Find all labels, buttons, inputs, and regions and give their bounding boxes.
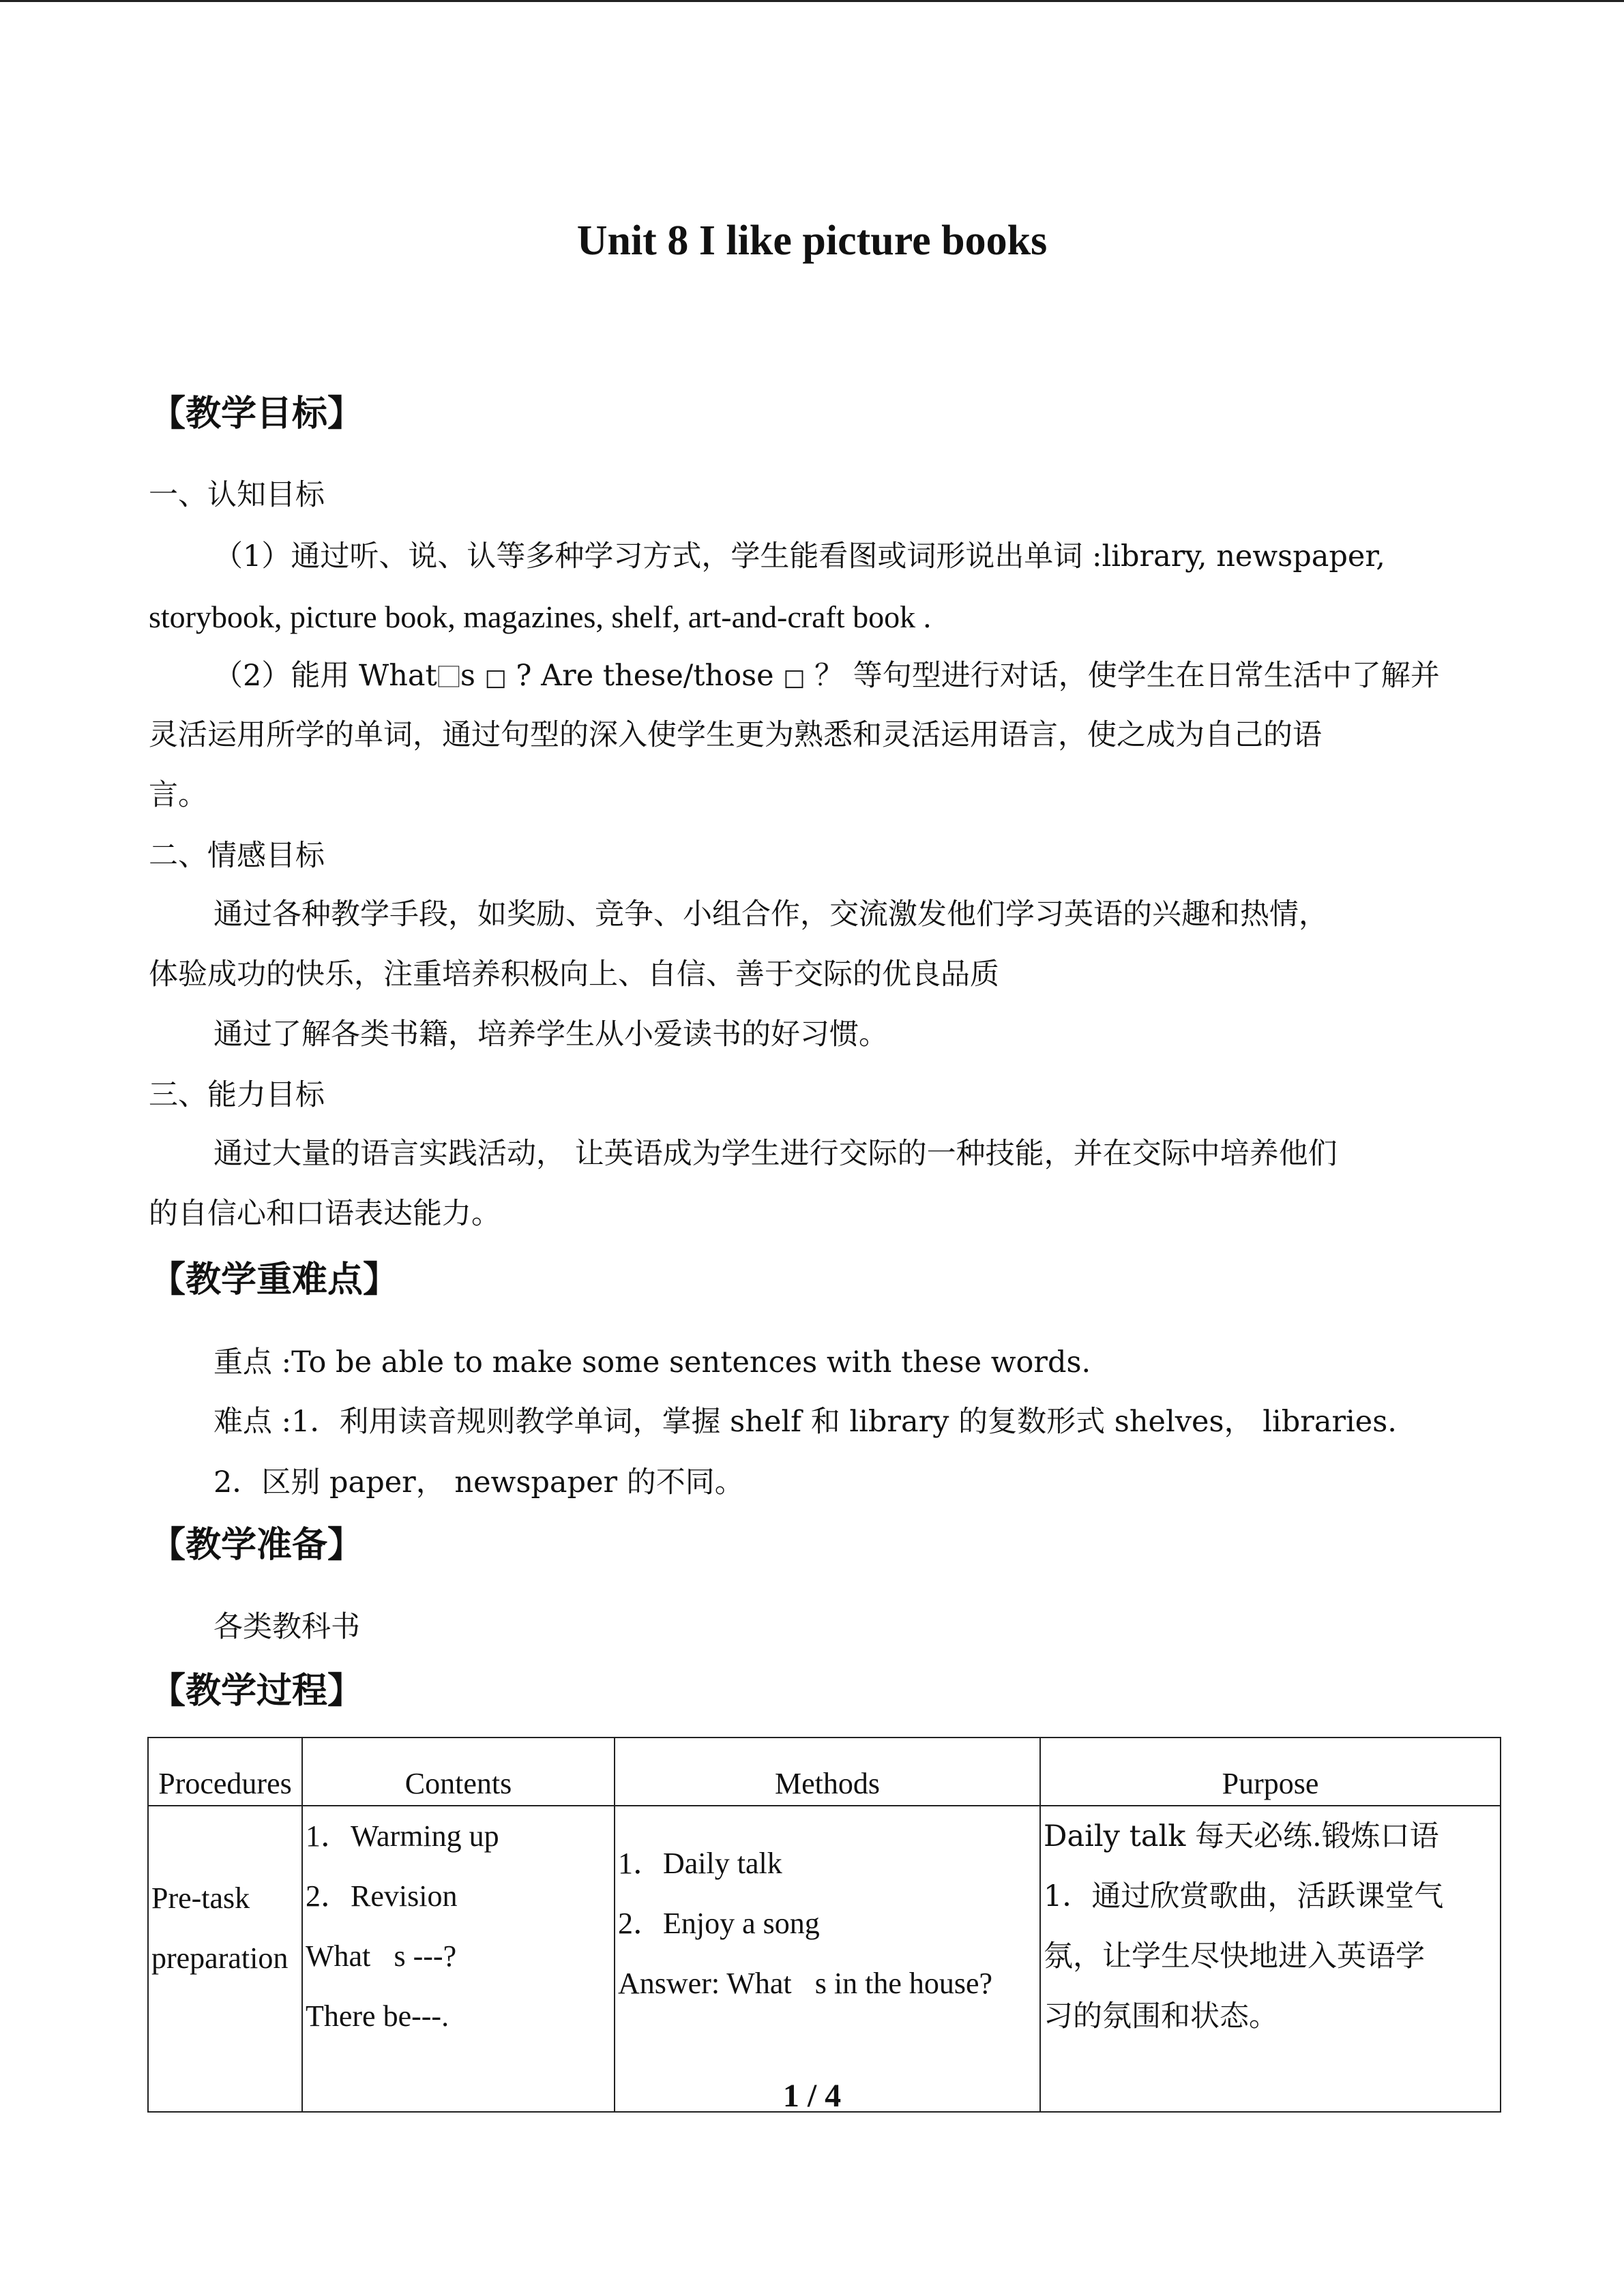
cognitive-p2-text-d: ？ 等句型进行对话，使学生在日常生活中了解并 — [805, 659, 1440, 693]
keypoint-difficulty-1: 难点 :1．利用读音规则教学单词，掌握 shelf 和 library 的复数形式 shelves， libraries. — [213, 1405, 1397, 1439]
procedure-line: Pre-task — [151, 1881, 250, 1915]
contents-line: 1．Warming up — [306, 1819, 499, 1853]
cognitive-p2-text-b: s — [460, 659, 485, 693]
cognitive-p2-text-c: ? Are these/those — [506, 659, 784, 693]
placeholder-box-glyph: ⃞ — [437, 664, 460, 691]
procedure-line: preparation — [151, 1941, 289, 1975]
document-title: Unit 8 I like picture books — [576, 218, 1048, 264]
process-heading: 【教学过程】 — [150, 1671, 364, 1712]
cognitive-heading: 一、认知目标 — [149, 478, 325, 512]
purpose-line: 1．通过欣赏歌曲，活跃课堂气 — [1044, 1879, 1444, 1913]
header-purpose: Purpose — [1040, 1738, 1501, 1806]
methods-line: 2．Enjoy a song — [618, 1907, 820, 1940]
contents-cell — [302, 1806, 615, 2112]
purpose-line: Daily talk 每天必练.锻炼口语 — [1044, 1819, 1439, 1853]
ability-heading: 三、能力目标 — [149, 1078, 325, 1112]
header-contents: Contents — [302, 1738, 615, 1806]
preparation-text: 各类教科书 — [213, 1610, 360, 1644]
table-row — [148, 1806, 1501, 2112]
methods-cell — [615, 1806, 1040, 2112]
cognitive-paragraph-2-line-2: 灵活运用所学的单词，通过句型的深入使学生更为熟悉和灵活运用语言，使之成为自己的语 — [149, 718, 1322, 752]
placeholder-box-glyph: □ — [783, 664, 806, 691]
cognitive-paragraph-2-line-3: 言。 — [149, 778, 207, 812]
placeholder-box-glyph: □ — [484, 664, 507, 691]
affective-paragraph-1-line-1: 通过各种教学手段，如奖励、竞争、小组合作，交流激发他们学习英语的兴趣和热情， — [213, 897, 1328, 931]
purpose-line: 氛，让学生尽快地进入英语学 — [1044, 1939, 1425, 1973]
keypoint-focus: 重点 :To be able to make some sentences with these words. — [213, 1345, 1091, 1380]
cognitive-paragraph-1-line-1: （1）通过听、说、认等多种学习方式，学生能看图或词形说出单词 :library, newspaper, — [213, 539, 1385, 573]
methods-line: Answer: What⃞s in the house? — [618, 1967, 993, 2000]
ability-paragraph-line-2: 的自信心和口语表达能力。 — [149, 1197, 501, 1231]
preparation-heading: 【教学准备】 — [150, 1525, 364, 1566]
teaching-process-table — [147, 1737, 1501, 2113]
keypoints-heading: 【教学重难点】 — [150, 1259, 399, 1300]
cognitive-p2-text-a: （2）能用 What — [213, 659, 437, 693]
table-header-row — [148, 1738, 1501, 1806]
contents-line: 2．Revision — [306, 1879, 458, 1913]
purpose-line: 习的氛围和状态。 — [1044, 1999, 1278, 2033]
affective-paragraph-1-line-2: 体验成功的快乐，注重培养积极向上、自信、善于交际的优良品质 — [149, 957, 999, 992]
procedure-cell — [148, 1806, 302, 2112]
page-number: 1 / 4 — [782, 2078, 842, 2114]
keypoint-difficulty-2: 2．区别 paper， newspaper 的不同。 — [213, 1465, 744, 1500]
header-methods: Methods — [615, 1738, 1040, 1806]
ability-paragraph-line-1: 通过大量的语言实践活动， 让英语成为学生进行交际的一种技能，并在交际中培养他们 — [213, 1137, 1338, 1171]
objectives-heading: 【教学目标】 — [150, 393, 364, 434]
purpose-cell — [1040, 1806, 1501, 2112]
affective-heading: 二、情感目标 — [149, 839, 325, 873]
cognitive-paragraph-1-line-2: storybook, picture book, magazines, shelf, art-and-craft book . — [149, 599, 932, 634]
header-procedures: Procedures — [148, 1738, 302, 1806]
page-top-border — [0, 0, 1624, 2]
contents-line: There be---. — [306, 1999, 449, 2033]
affective-paragraph-2: 通过了解各类书籍，培养学生从小爱读书的好习惯。 — [213, 1017, 888, 1052]
contents-line: What⃞s ---? — [306, 1939, 457, 1973]
methods-line: 1．Daily talk — [618, 1847, 782, 1880]
cognitive-paragraph-2-line-1 — [213, 658, 1440, 696]
